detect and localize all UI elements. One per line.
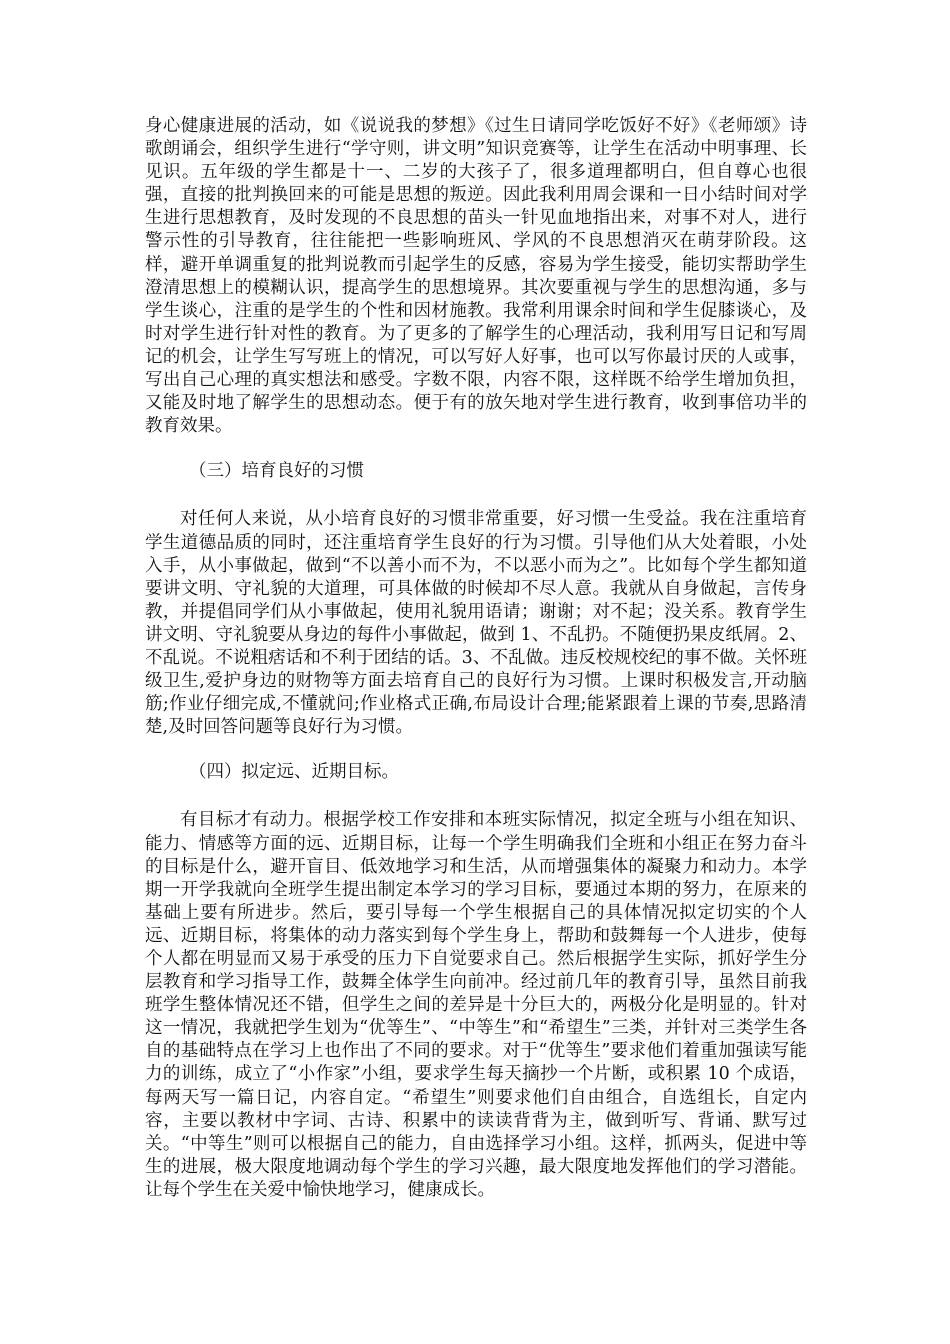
body-paragraph-4: 有目标才有动力。根据学校工作安排和本班实际情况，拟定全班与小组在知识、能力、情感等方面的远、近期目标，让每一个学生明确我们全班和小组正在努力奋斗的目标是什么，避开盲目、低效地学习和生活，从而增强集体的凝聚力和动力。本学期一开学我就向全班学生提出制定本学习的学习目标，要通过本期的努力，在原来的基础上要有所进步。然后，要引导每一个学生根据自己的具体情况拟定切实的个人远、近期目标，将集体的动力落实到每个学生身上，帮助和鼓舞每一个人进步，使每个人都在明显而又易于承受的压力下自觉要求自己。然后根据学生实际，抓好学生分层教育和学习指导工作，鼓舞全体学生向前冲。经过前几年的教育引导，虽然目前我班学生整体情况还不错，但学生之间的差异是十分巨大的，两极分化是明显的。针对这一情况，我就把学生划为“优等生”、“中等生”和“希望生”三类，并针对三类学生各自的基础特点在学习上也作出了不同的要求。对于“优等生”要求他们着重加强读写能力的训练，成立了“小作家”小组，要求学生每天摘抄一个片断，或积累 10 个成语，每两天写一篇日记，内容自定。“希望生”则要求他们自由组合，自选组长，自定内容，主要以教材中字词、古诗、积累中的读读背背为主，做到听写、背诵、默写过关。“中等生”则可以根据自己的能力，自由选择学习小组。这样，抓两头，促进中等生的进展，极大限度地调动每个学生的学习兴趣，最大限度地发挥他们的学习潜能。让每个学生在关爱中愉快地学习，健康成长。 (145, 810, 807, 1200)
document-body (145, 115, 807, 1202)
heading-spacer (145, 483, 807, 508)
body-paragraph-3: 对任何人来说，从小培育良好的习惯非常重要，好习惯一生受益。我在注重培育学生道德品质的同时，还注重培育学生良好的行为习惯。引导他们从大处着眼，小处入手，从小事做起，做到“不以善小而不为，不以恶小而为之”。比如每个学生都知道要讲文明、守礼貌的大道理，可具体做的时候却不尽人意。我就从自身做起，言传身教，并提倡同学们从小事做起，使用礼貌用语请；谢谢；对不起；没关系。教育学生讲文明、守礼貌要从身边的每件小事做起，做到 1、不乱扔。不随便扔果皮纸屑。2、不乱说。不说粗痞话和不利于团结的话。3、不乱做。违反校规校纪的事不做。关怀班级卫生,爱护身边的财物等方面去培育自己的良好行为习惯。上课时积极发言,开动脑筋;作业仔细完成,不懂就问;作业格式正确,布局设计合理;能紧跟着上课的节奏,思路清楚,及时回答问题等良好行为习惯。 (145, 509, 807, 738)
section-heading-3: （三）培育良好的习惯 (189, 461, 364, 482)
section-heading-4: （四）拟定远、近期目标。 (189, 762, 399, 783)
paragraph-spacer (145, 438, 807, 460)
body-paragraph-1: 身心健康进展的活动，如《说说我的梦想》《过生日请同学吃饭好不好》《老师颂》诗歌朗诵会，组织学生进行“学守则，讲文明”知识竞赛等，让学生在活动中明事理、长见识。五年级的学生都是十一、二岁的大孩子了，很多道理都明白，但自尊心也很强，直接的批判换回来的可能是思想的叛逆。因此我利用周会课和一日小结时间对学生进行思想教育，及时发现的不良思想的苗头一针见血地指出来，对事不对人，进行警示性的引导教育，往往能把一些影响班风、学风的不良思想消灭在萌芽阶段。这样，避开单调重复的批判说教而引起学生的反感，容易为学生接受，能切实帮助学生澄清思想上的模糊认识，提高学生的思想境界。其次要重视与学生的思想沟通，多与学生谈心，注重的是学生的个性和因材施教。我常利用课余时间和学生促膝谈心，及时对学生进行针对性的教育。为了更多的了解学生的心理活动，我利用写日记和写周记的机会，让学生写写班上的情况，可以写好人好事，也可以写你最讨厌的人或事，写出自己心理的真实想法和感受。字数不限，内容不限，这样既不给学生增加负担，又能及时地了解学生的思想动态。便于有的放矢地对学生进行教育，收到事倍功半的教育效果。 (145, 116, 807, 437)
heading-spacer (145, 784, 807, 809)
paragraph-spacer (145, 739, 807, 761)
